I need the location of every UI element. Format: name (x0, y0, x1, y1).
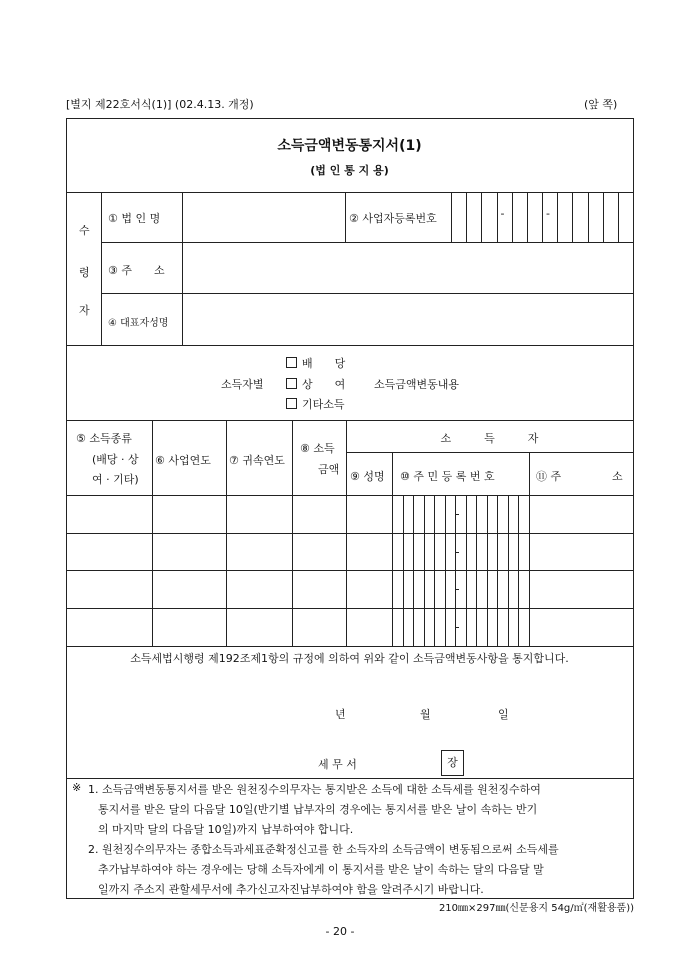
grid-line (512, 192, 513, 242)
col-resident-number: ⑩ 주 민 등 록 번 호 (400, 470, 495, 483)
form-subtitle: (법 인 통 지 용) (310, 164, 389, 177)
grid-line (451, 192, 452, 242)
tax-office-label: 세 무 서 (318, 758, 357, 771)
income-type-label: 소득자별 (221, 378, 264, 391)
table-row[interactable] (67, 496, 632, 532)
address-label: ③ 주 소 (108, 264, 165, 277)
seal-box: 장 (441, 750, 464, 776)
earner-group-header: 소 득 자 (440, 432, 539, 445)
option-other[interactable] (286, 396, 345, 412)
checkbox[interactable] (286, 357, 297, 368)
note-1-line-2: 통지서를 받은 달의 다음달 10일(반기별 납부자의 경우에는 통지서를 받은 날이 속하는 반기 (98, 803, 538, 816)
dash: - (500, 207, 505, 220)
checkbox[interactable] (286, 398, 297, 409)
col-address: ⑪ 주 (536, 470, 562, 483)
col-income-amount-2: 금액 (318, 463, 340, 476)
rep-name-label: ④ 대표자성명 (108, 318, 169, 329)
note-mark: ※ (72, 781, 82, 794)
option-dividend[interactable] (286, 355, 345, 371)
note-1-line-3: 의 마지막 달의 다음달 10일)까지 납부하여야 합니다. (98, 823, 354, 836)
col-income-amount: ⑧ 소득 (300, 442, 335, 455)
grid-line (557, 192, 558, 242)
statement: 소득세법시행령 제192조제1항의 규정에 의하여 위와 같이 소득금액변동사항을 통지합니다. (130, 652, 569, 665)
form-title: 소득금액변동통지서(1) (277, 138, 422, 154)
grid-line (497, 192, 498, 242)
page-number: - 20 - (325, 925, 355, 938)
note-1-line-1: 1. 소득금액변동통지서를 받은 원천징수의무자는 통지받은 소득에 대한 소득세를 원천징수하여 (88, 783, 541, 796)
corp-name-label: ① 법 인 명 (108, 212, 161, 225)
grid-line (542, 192, 543, 242)
grid-line (618, 192, 619, 242)
note-2-line-3: 일까지 주소지 관할세무서에 추가신고자진납부하여야 함을 알려주시기 바랍니다. (98, 883, 484, 896)
corp-name-field[interactable] (183, 193, 344, 241)
date-month: 월 (420, 708, 431, 721)
grid-line (603, 192, 604, 242)
option-label: 상 여 (302, 378, 346, 391)
recipient-label-1: 수 (79, 224, 90, 237)
address-field[interactable] (183, 243, 632, 292)
table-row[interactable] (67, 534, 632, 570)
col-attribution-year: ⑦ 귀속연도 (229, 454, 285, 467)
col-income-kind-3: 여 · 기타) (92, 473, 139, 486)
recipient-label-3: 자 (79, 304, 90, 317)
col-address-2: 소 (612, 470, 623, 483)
note-2-line-2: 추가납부하여야 하는 경우에는 당해 소득자에게 이 통지서를 받은 날이 속하는 달의 다음달 말 (98, 863, 544, 876)
col-business-year: ⑥ 사업연도 (155, 454, 211, 467)
option-bonus[interactable] (286, 376, 345, 392)
grid-line (572, 192, 573, 242)
col-name: ⑨ 성명 (350, 470, 385, 483)
option-label: 배 당 (302, 357, 346, 370)
table-row[interactable] (67, 609, 632, 645)
recipient-label-2: 령 (79, 266, 90, 279)
date-day: 일 (498, 708, 509, 721)
page-side: (앞 쪽) (584, 98, 618, 111)
checkbox[interactable] (286, 378, 297, 389)
grid-line (588, 192, 589, 242)
paper-spec: 210㎜×297㎜(신문용지 54g/㎡(재활용품)) (438, 903, 634, 914)
grid-line (527, 192, 528, 242)
col-income-kind-2: (배당 · 상 (92, 453, 139, 466)
grid-line (481, 192, 482, 242)
grid-line (466, 192, 467, 242)
option-label: 기타소득 (302, 398, 345, 411)
dash: - (546, 207, 550, 220)
rep-name-field[interactable] (183, 294, 632, 344)
note-2-line-1: 2. 원천징수의무자는 종합소득과세표준확정신고를 한 소득자의 소득금액이 변동됨으로써 소득세를 (88, 843, 559, 856)
form-id: [별지 제22호서식(1)] (02.4.13. 개정) (66, 98, 254, 111)
income-change-label: 소득금액변동내용 (374, 378, 460, 391)
table-row[interactable] (67, 571, 632, 607)
biz-reg-label: ② 사업자등록번호 (349, 212, 437, 225)
date-year: 년 (335, 708, 346, 721)
col-income-kind: ⑤ 소득종류 (76, 432, 132, 445)
